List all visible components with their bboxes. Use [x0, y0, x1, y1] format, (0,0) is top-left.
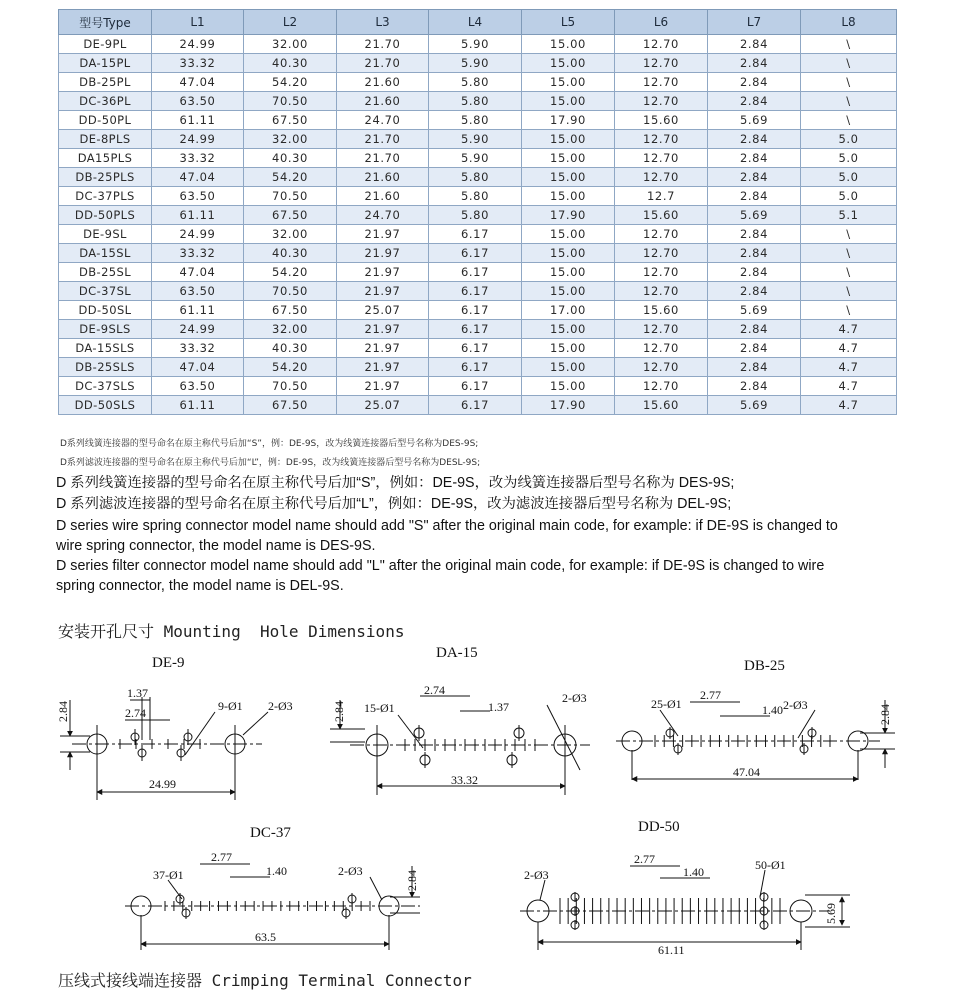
cell-value: 70.50	[244, 187, 337, 206]
cell-value: 15.60	[615, 206, 708, 225]
db25-height-label: 2.84	[878, 704, 892, 725]
cell-value: 5.69	[708, 396, 801, 415]
cell-value: 21.97	[337, 282, 429, 301]
cell-value: 5.80	[429, 206, 522, 225]
cell-value: 21.60	[337, 92, 429, 111]
cell-model: DD-50PLS	[59, 206, 152, 225]
cell-value: 32.00	[244, 130, 337, 149]
cell-value: 12.70	[615, 244, 708, 263]
drawing-dc37-title: DC-37	[250, 825, 291, 841]
cell-value: 15.00	[522, 244, 615, 263]
cell-value: 15.00	[522, 130, 615, 149]
cell-model: DE-8PLS	[59, 130, 152, 149]
cell-value: 6.17	[429, 377, 522, 396]
cell-value: 5.80	[429, 187, 522, 206]
drawing-dc37	[125, 825, 420, 950]
cell-value: \	[801, 73, 897, 92]
de9-pitch-label: 1.37	[127, 686, 148, 700]
cell-value: 15.00	[522, 263, 615, 282]
cell-value: 17.90	[522, 206, 615, 225]
cell-value: 2.84	[708, 263, 801, 282]
cell-value: \	[801, 92, 897, 111]
db25-mount-label: 2-Ø3	[783, 698, 808, 712]
cell-value: \	[801, 54, 897, 73]
da15-height-label: 2.84	[332, 701, 346, 722]
cell-value: 6.17	[429, 320, 522, 339]
cell-value: \	[801, 111, 897, 130]
cell-value: 5.90	[429, 130, 522, 149]
cell-value: 15.00	[522, 187, 615, 206]
cell-value: 15.00	[522, 358, 615, 377]
cell-value: 21.60	[337, 73, 429, 92]
cell-value: 5.90	[429, 35, 522, 54]
note-en-l-line2: spring connector, the model name is DEL-9S.	[56, 578, 344, 594]
cell-value: 33.32	[152, 54, 244, 73]
dc37-holes-label: 37-Ø1	[153, 868, 184, 882]
dd50-mount-label: 2-Ø3	[524, 868, 549, 882]
cell-value: 6.17	[429, 282, 522, 301]
cell-value: 6.17	[429, 301, 522, 320]
cell-value: 33.32	[152, 244, 244, 263]
cell-value: 24.70	[337, 111, 429, 130]
cell-value: 70.50	[244, 282, 337, 301]
dc37-row-label: 2.77	[211, 850, 232, 864]
cell-value: 12.70	[615, 358, 708, 377]
cell-value: 5.0	[801, 187, 897, 206]
de9-width-label: 24.99	[149, 777, 176, 791]
drawing-db25	[616, 658, 895, 780]
cell-value: 21.70	[337, 130, 429, 149]
cell-value: 47.04	[152, 168, 244, 187]
dc37-mount-label: 2-Ø3	[338, 864, 363, 878]
cell-value: 15.00	[522, 225, 615, 244]
drawing-dd50-title: DD-50	[638, 819, 680, 835]
cell-value: 12.70	[615, 73, 708, 92]
column-header-l8: L8	[801, 10, 897, 35]
cell-value: \	[801, 282, 897, 301]
da15-row-label: 2.74	[424, 683, 445, 697]
de9-holes-label: 9-Ø1	[218, 699, 243, 713]
cell-value: 15.00	[522, 92, 615, 111]
cell-value: 21.70	[337, 54, 429, 73]
cell-value: 2.84	[708, 244, 801, 263]
cell-value: 61.11	[152, 111, 244, 130]
cell-value: 2.84	[708, 377, 801, 396]
cell-value: 5.69	[708, 111, 801, 130]
column-header-l2: L2	[244, 10, 337, 35]
cell-value: 24.99	[152, 35, 244, 54]
column-header-l5: L5	[522, 10, 615, 35]
cell-value: 21.97	[337, 339, 429, 358]
cell-value: 4.7	[801, 358, 897, 377]
column-header-l3: L3	[337, 10, 429, 35]
cell-value: 21.97	[337, 225, 429, 244]
cell-model: DA-15PL	[59, 54, 152, 73]
cell-value: 2.84	[708, 320, 801, 339]
cell-value: 70.50	[244, 377, 337, 396]
note-en-s-line1: D series wire spring connector model name should add "S" after the original main code, for example: if DE-9S is changed to	[56, 518, 838, 534]
db25-width-label: 47.04	[733, 765, 760, 779]
cell-model: DA-15SLS	[59, 339, 152, 358]
cell-value: 2.84	[708, 225, 801, 244]
dc37-pitch-label: 1.40	[266, 864, 287, 878]
cell-value: 61.11	[152, 206, 244, 225]
cell-value: 21.97	[337, 358, 429, 377]
cell-value: \	[801, 244, 897, 263]
cell-value: 24.99	[152, 225, 244, 244]
cell-value: 21.97	[337, 263, 429, 282]
cell-value: 24.99	[152, 130, 244, 149]
cell-value: 17.00	[522, 301, 615, 320]
cell-value: 40.30	[244, 149, 337, 168]
cell-value: 63.50	[152, 92, 244, 111]
cell-model: DD-50PL	[59, 111, 152, 130]
cell-model: DC-37SL	[59, 282, 152, 301]
de9-row-label: 2.74	[125, 706, 146, 720]
cell-value: 15.60	[615, 111, 708, 130]
cell-value: 15.00	[522, 35, 615, 54]
cell-value: 12.70	[615, 130, 708, 149]
cell-value: 12.70	[615, 263, 708, 282]
cell-value: 2.84	[708, 35, 801, 54]
cell-value: 2.84	[708, 358, 801, 377]
drawing-da15-title: DA-15	[436, 645, 478, 661]
cell-value: 15.00	[522, 377, 615, 396]
cell-value: 5.69	[708, 301, 801, 320]
cell-value: 6.17	[429, 339, 522, 358]
cell-value: 6.17	[429, 396, 522, 415]
cell-value: 5.69	[708, 206, 801, 225]
small-note-s: D系列线簧连接器的型号命名在原主称代号后加“S”，例：DE-9S，改为线簧连接器后型号名称为DES-9S;	[60, 439, 479, 449]
da15-mount-label: 2-Ø3	[562, 691, 587, 705]
cell-value: 61.11	[152, 301, 244, 320]
cell-value: 21.97	[337, 377, 429, 396]
cell-value: 2.84	[708, 73, 801, 92]
dd50-pitch-label: 1.40	[683, 865, 704, 879]
cell-model: DA15PLS	[59, 149, 152, 168]
cell-value: 63.50	[152, 282, 244, 301]
cell-value: 6.17	[429, 225, 522, 244]
note-cn-l: D 系列滤波连接器的型号命名在原主称代号后加“L”，例如：DE-9S，改为滤波连接器后型号名称为 DEL-9S;	[56, 496, 732, 512]
cell-value: 5.90	[429, 54, 522, 73]
cell-value: 15.00	[522, 54, 615, 73]
cell-value: 17.90	[522, 111, 615, 130]
cell-value: 54.20	[244, 263, 337, 282]
small-note-l: D系列滤波连接器的型号命名在原主称代号后加“L”，例：DE-9S，改为线簧连接器后型号名称为DESL-9S;	[60, 458, 481, 468]
cell-value: 33.32	[152, 339, 244, 358]
cell-value: 5.0	[801, 168, 897, 187]
cell-value: 70.50	[244, 92, 337, 111]
cell-value: \	[801, 225, 897, 244]
cell-value: 2.84	[708, 92, 801, 111]
cell-value: 21.60	[337, 187, 429, 206]
cell-model: DE-9PL	[59, 35, 152, 54]
cell-value: 2.84	[708, 168, 801, 187]
dc37-width-label: 63.5	[255, 930, 276, 944]
cell-value: 21.60	[337, 168, 429, 187]
column-header-l1: L1	[152, 10, 244, 35]
cell-value: 2.84	[708, 187, 801, 206]
mounting-heading: 安装开孔尺寸 Mounting Hole Dimensions	[58, 622, 405, 641]
cell-value: 12.70	[615, 282, 708, 301]
cell-value: 5.90	[429, 149, 522, 168]
cell-value: \	[801, 301, 897, 320]
cell-model: DC-37PLS	[59, 187, 152, 206]
column-header-l4: L4	[429, 10, 522, 35]
cell-value: 61.11	[152, 396, 244, 415]
cell-value: \	[801, 263, 897, 282]
cell-value: 15.00	[522, 339, 615, 358]
cell-value: \	[801, 35, 897, 54]
cell-value: 12.70	[615, 35, 708, 54]
db25-row-label: 2.77	[700, 688, 721, 702]
cell-value: 2.84	[708, 130, 801, 149]
cell-value: 5.80	[429, 168, 522, 187]
cell-value: 12.70	[615, 149, 708, 168]
cell-value: 12.70	[615, 54, 708, 73]
cell-model: DC-37SLS	[59, 377, 152, 396]
cell-value: 6.17	[429, 244, 522, 263]
drawing-de9	[56, 655, 293, 800]
cell-value: 12.70	[615, 92, 708, 111]
cell-value: 32.00	[244, 35, 337, 54]
cell-model: DE-9SLS	[59, 320, 152, 339]
cell-value: 17.90	[522, 396, 615, 415]
note-en-s-line2: wire spring connector, the model name is DES-9S.	[56, 538, 376, 554]
de9-mount-label: 2-Ø3	[268, 699, 293, 713]
cell-value: 67.50	[244, 111, 337, 130]
cell-value: 4.7	[801, 339, 897, 358]
cell-value: 5.1	[801, 206, 897, 225]
cell-value: 32.00	[244, 225, 337, 244]
cell-model: DE-9SL	[59, 225, 152, 244]
dc37-height-label: 2.84	[405, 870, 419, 891]
cell-value: 25.07	[337, 301, 429, 320]
cell-value: 12.70	[615, 320, 708, 339]
cell-value: 40.30	[244, 244, 337, 263]
cell-value: 12.70	[615, 377, 708, 396]
cell-value: 25.07	[337, 396, 429, 415]
cell-value: 4.7	[801, 377, 897, 396]
cell-model: DA-15SL	[59, 244, 152, 263]
cell-value: 15.60	[615, 396, 708, 415]
dd50-height-label: 5.69	[824, 903, 838, 924]
cell-model: DB-25PLS	[59, 168, 152, 187]
column-header-l7: L7	[708, 10, 801, 35]
de9-height-label: 2.84	[56, 701, 70, 722]
cell-model: DB-25PL	[59, 73, 152, 92]
cell-value: 2.84	[708, 54, 801, 73]
drawing-de9-title: DE-9	[152, 655, 185, 671]
cell-model: DD-50SLS	[59, 396, 152, 415]
cell-value: 33.32	[152, 149, 244, 168]
da15-holes-label: 15-Ø1	[364, 701, 395, 715]
cell-value: 4.7	[801, 396, 897, 415]
cell-value: 24.99	[152, 320, 244, 339]
dd50-row-label: 2.77	[634, 852, 655, 866]
drawing-da15	[330, 645, 590, 795]
cell-value: 12.70	[615, 168, 708, 187]
drawing-db25-title: DB-25	[744, 658, 785, 674]
cell-value: 15.00	[522, 149, 615, 168]
cell-value: 67.50	[244, 396, 337, 415]
cell-value: 54.20	[244, 73, 337, 92]
cell-value: 15.00	[522, 73, 615, 92]
cell-value: 54.20	[244, 168, 337, 187]
cell-value: 15.00	[522, 320, 615, 339]
crimping-heading: 压线式接线端连接器 Crimping Terminal Connector	[58, 971, 472, 990]
cell-model: DC-36PL	[59, 92, 152, 111]
cell-value: 12.70	[615, 225, 708, 244]
cell-value: 63.50	[152, 187, 244, 206]
cell-value: 2.84	[708, 149, 801, 168]
cell-value: 12.70	[615, 339, 708, 358]
cell-value: 47.04	[152, 358, 244, 377]
cell-value: 40.30	[244, 54, 337, 73]
cell-value: 54.20	[244, 358, 337, 377]
cell-value: 5.0	[801, 149, 897, 168]
cell-value: 21.97	[337, 244, 429, 263]
cell-model: DB-25SL	[59, 263, 152, 282]
cell-value: 12.7	[615, 187, 708, 206]
cell-value: 5.80	[429, 111, 522, 130]
cell-value: 4.7	[801, 320, 897, 339]
cell-value: 32.00	[244, 320, 337, 339]
dd50-width-label: 61.11	[658, 943, 685, 957]
cell-value: 67.50	[244, 206, 337, 225]
cell-value: 21.70	[337, 149, 429, 168]
cell-model: DB-25SLS	[59, 358, 152, 377]
db25-holes-label: 25-Ø1	[651, 697, 682, 711]
db25-pitch-label: 1.40	[762, 703, 783, 717]
note-en-l-line1: D series filter connector model name should add "L" after the original main code, for example: if DE-9S is changed to wire	[56, 558, 825, 574]
cell-value: 63.50	[152, 377, 244, 396]
cell-value: 5.80	[429, 73, 522, 92]
da15-pitch-label: 1.37	[488, 700, 509, 714]
cell-value: 40.30	[244, 339, 337, 358]
column-header-l6: L6	[615, 10, 708, 35]
drawing-dd50	[520, 819, 850, 957]
cell-model: DD-50SL	[59, 301, 152, 320]
cell-value: 15.60	[615, 301, 708, 320]
cell-value: 47.04	[152, 263, 244, 282]
cell-value: 5.80	[429, 92, 522, 111]
note-cn-s: D 系列线簧连接器的型号命名在原主称代号后加“S”，例如：DE-9S，改为线簧连接器后型号名称为 DES-9S;	[56, 475, 735, 491]
cell-value: 24.70	[337, 206, 429, 225]
cell-value: 6.17	[429, 358, 522, 377]
column-header-type: 型号Type	[59, 10, 152, 35]
cell-value: 67.50	[244, 301, 337, 320]
cell-value: 15.00	[522, 168, 615, 187]
cell-value: 15.00	[522, 282, 615, 301]
cell-value: 21.97	[337, 320, 429, 339]
cell-value: 21.70	[337, 35, 429, 54]
da15-width-label: 33.32	[451, 773, 478, 787]
cell-value: 2.84	[708, 339, 801, 358]
cell-value: 47.04	[152, 73, 244, 92]
cell-value: 2.84	[708, 282, 801, 301]
dd50-holes-label: 50-Ø1	[755, 858, 786, 872]
cell-value: 5.0	[801, 130, 897, 149]
cell-value: 6.17	[429, 263, 522, 282]
